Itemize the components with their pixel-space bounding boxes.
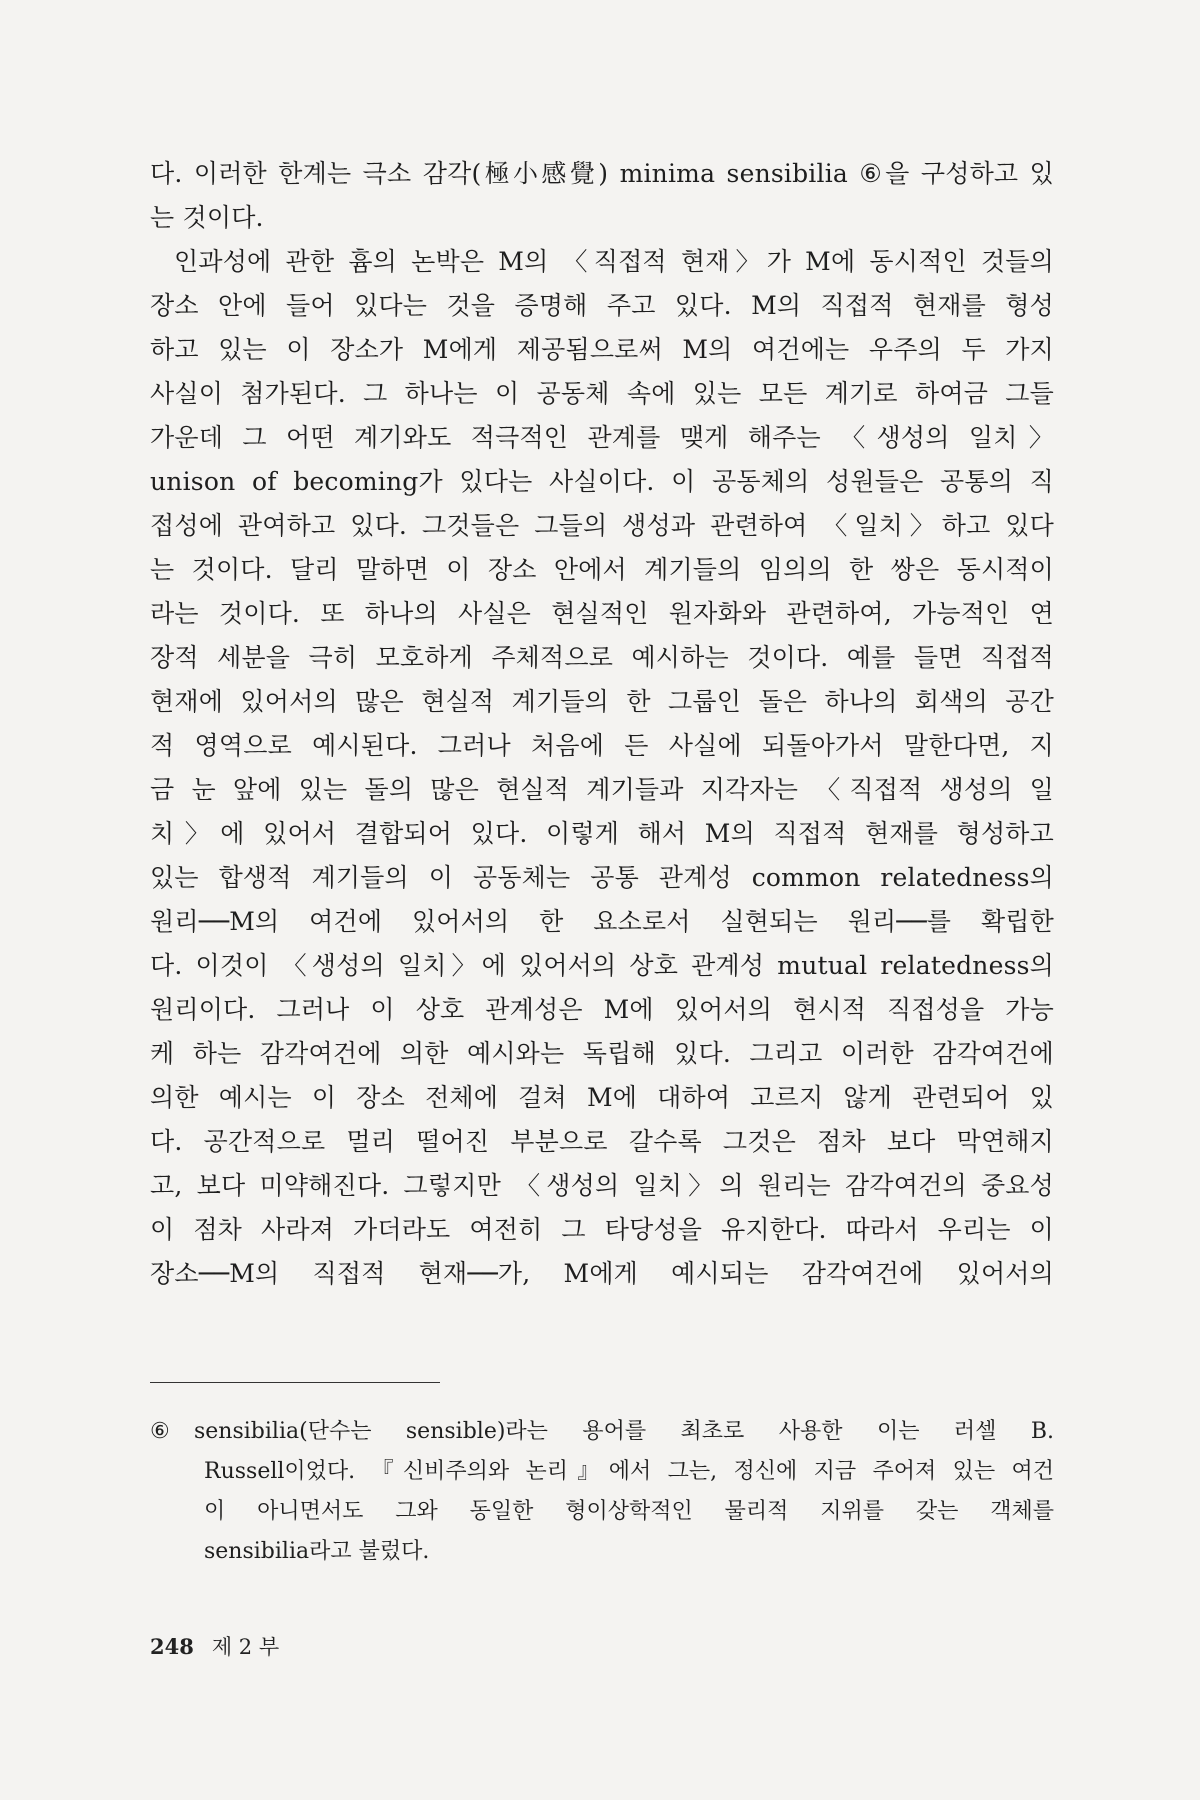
- footnote-line: [150, 1412, 1054, 1452]
- body-line: 현재에 있어서의 많은 현실적 계기들의 한 그룹인 돌은 하나의 회색의 공간: [150, 687, 1054, 716]
- footnote-line: 이 아니면서도 그와 동일한 형이상학적인 물리적 지위를 갖는 객체를: [204, 1499, 1054, 1524]
- footnote-line: sensibilia라고 불렀다.: [204, 1539, 430, 1564]
- body-line: 인과성에 관한 흄의 논박은 M의 〈직접적 현재〉가 M에 동시적인 것들의: [174, 247, 1054, 276]
- footnote-separator: [150, 1382, 440, 1383]
- body-line: 원리──M의 여건에 있어서의 한 요소로서 실현되는 원리──를 확립한: [150, 907, 1054, 936]
- body-line: 다. 이것이 〈생성의 일치〉에 있어서의 상호 관계성 mutual relatedness의: [150, 951, 1054, 980]
- footnote-marker: ⑥: [150, 1419, 170, 1444]
- page-number: 248: [150, 1634, 194, 1659]
- body-line: unison of becoming가 있다는 사실이다. 이 공동체의 성원들은 공통의 직: [150, 467, 1054, 496]
- body-line: 케 하는 감각여건에 의한 예시와는 독립해 있다. 그리고 이러한 감각여건에: [150, 1039, 1054, 1068]
- body-line: 금 눈 앞에 있는 돌의 많은 현실적 계기들과 지각자는 〈직접적 생성의 일: [150, 775, 1054, 804]
- body-line: 장소 안에 들어 있다는 것을 증명해 주고 있다. M의 직접적 현재를 형성: [150, 291, 1054, 320]
- body-line: 라는 것이다. 또 하나의 사실은 현실적인 원자화와 관련하여, 가능적인 연: [150, 599, 1054, 628]
- part-label: 제 2 부: [211, 1635, 280, 1659]
- body-line: 가운데 그 어떤 계기와도 적극적인 관계를 맺게 해주는 〈생성의 일치〉: [150, 423, 1054, 452]
- body-line: 원리이다. 그러나 이 상호 관계성은 M에 있어서의 현시적 직접성을 가능: [150, 995, 1054, 1024]
- body-line: 이 점차 사라져 가더라도 여전히 그 타당성을 유지한다. 따라서 우리는 이: [150, 1215, 1054, 1244]
- page-footer: [150, 1632, 279, 1662]
- body-line: 다. 이러한 한계는 극소 감각(極小感覺) minima sensibilia ⑥을 구성하고 있: [150, 159, 1054, 188]
- body-line: 장소──M의 직접적 현재──가, M에게 예시되는 감각여건에 있어서의: [150, 1259, 1054, 1288]
- body-line: 사실이 첨가된다. 그 하나는 이 공동체 속에 있는 모든 계기로 하여금 그들: [150, 379, 1054, 408]
- footnote-line: Russell이었다. 『신비주의와 논리』에서 그는, 정신에 지금 주어져 있는 여건: [204, 1459, 1054, 1484]
- body-line: 고, 보다 미약해진다. 그렇지만 〈생성의 일치〉의 원리는 감각여건의 중요성: [150, 1171, 1054, 1200]
- body-line: 장적 세분을 극히 모호하게 주체적으로 예시하는 것이다. 예를 들면 직접적: [150, 643, 1054, 672]
- body-line: 는 것이다. 달리 말하면 이 장소 안에서 계기들의 임의의 한 쌍은 동시적이: [150, 555, 1054, 584]
- body-line: 있는 합생적 계기들의 이 공동체는 공통 관계성 common relatedness의: [150, 863, 1054, 892]
- body-line: 다. 공간적으로 멀리 떨어진 부분으로 갈수록 그것은 점차 보다 막연해지: [150, 1127, 1054, 1156]
- body-line: 치〉에 있어서 결합되어 있다. 이렇게 해서 M의 직접적 현재를 형성하고: [150, 819, 1054, 848]
- footnote: [150, 1412, 1054, 1572]
- footnote-text: sensibilia(단수는 sensible)라는 용어를 최초로 사용한 이는 러셀 B.: [194, 1419, 1054, 1444]
- body-text: [150, 152, 1054, 1296]
- body-line: 하고 있는 이 장소가 M에게 제공됨으로써 M의 여건에는 우주의 두 가지: [150, 335, 1054, 364]
- body-line: 의한 예시는 이 장소 전체에 걸쳐 M에 대하여 고르지 않게 관련되어 있: [150, 1083, 1054, 1112]
- body-line: 적 영역으로 예시된다. 그러나 처음에 든 사실에 되돌아가서 말한다면, 지: [150, 731, 1054, 760]
- body-line: 접성에 관여하고 있다. 그것들은 그들의 생성과 관련하여 〈일치〉하고 있다: [150, 511, 1054, 540]
- body-line: 는 것이다.: [150, 203, 264, 232]
